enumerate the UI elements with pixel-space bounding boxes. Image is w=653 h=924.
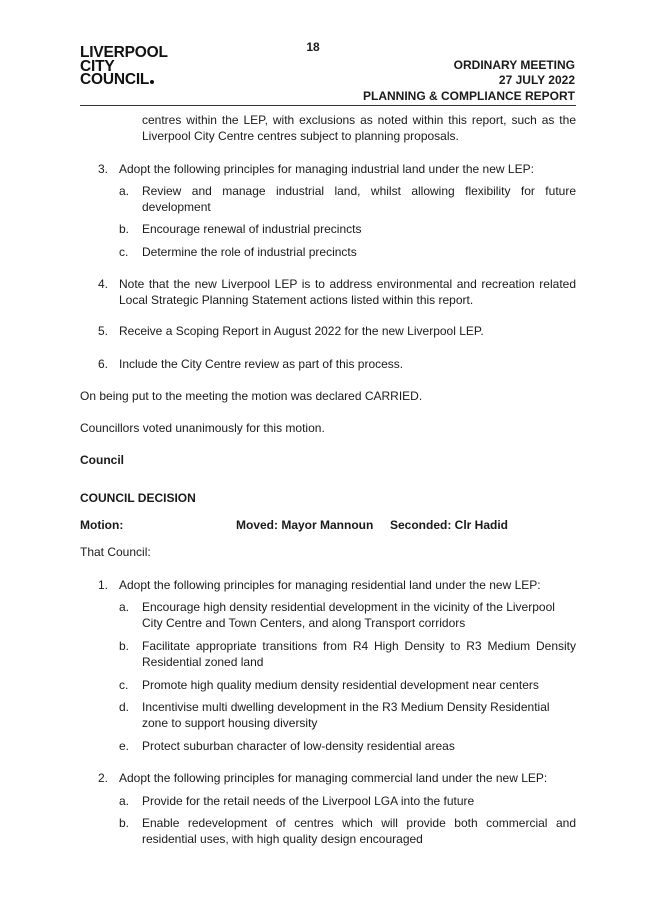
page-number: 18 [306,40,320,54]
logo-dot-icon [150,80,154,84]
sub-item-text: Provide for the retail needs of the Liverpool LGA into the future [142,794,475,808]
sub-item-text: Encourage high density residential development in the vicinity of the Liverpool City Centre and Town Centers, and along Transport corridors [142,600,555,630]
list-item-text: Include the City Centre review as part of this process. [119,357,404,371]
meeting-date: 27 JULY 2022 [498,73,575,87]
sub-item-text: Protect suburban character of low-density residential areas [142,739,455,753]
continued-paragraph: centres within the LEP, with exclusions as noted within this report, such as the Liverpool City Centre centres subject to planning proposals. [142,113,576,143]
sub-item-text: Enable redevelopment of centres which will provide both commercial and residential uses, with high quality design encouraged [142,816,576,846]
sub-item-letter: b. [119,816,130,830]
list-item-number: 5. [98,324,109,338]
list-item-text: Adopt the following principles for managing residential land under the new LEP: [119,578,541,592]
sub-item-letter: a. [119,600,130,614]
logo-line-2: CITY [80,57,115,75]
list-item-number: 6. [98,357,109,371]
motion-label: Motion: [80,518,124,532]
sub-item-letter: d. [119,700,130,714]
logo-line-1: LIVERPOOL [80,44,168,61]
sub-item-text: Encourage renewal of industrial precincts [142,222,362,236]
unanimous-statement: Councillors voted unanimously for this motion. [80,421,325,435]
list-item-number: 1. [98,578,109,592]
council-decision-heading: COUNCIL DECISION [80,491,196,505]
council-heading: Council [80,453,124,467]
sub-item-letter: b. [119,222,130,236]
list-item-text: Adopt the following principles for managing industrial land under the new LEP: [119,162,534,176]
council-logo [80,46,168,87]
list-item-number: 3. [98,162,109,176]
carried-statement: On being put to the meeting the motion was declared CARRIED. [80,389,423,403]
motion-moved: Moved: Mayor Mannoun [236,518,374,532]
sub-item-text: Determine the role of industrial precincts [142,245,357,259]
meeting-title: ORDINARY MEETING [453,58,575,72]
sub-item-text: Review and manage industrial land, whilst allowing flexibility for future development [142,184,576,214]
sub-item-text: Promote high quality medium density residential development near centers [142,678,539,692]
report-title: PLANNING & COMPLIANCE REPORT [362,89,575,103]
sub-item-letter: c. [119,678,129,692]
sub-item-text: Incentivise multi dwelling development in the R3 Medium Density Residential zone to support housing diversity [142,700,550,730]
list-item-text: Receive a Scoping Report in August 2022 for the new Liverpool LEP. [119,324,484,338]
list-item-number: 4. [98,277,109,291]
list-item-text: Adopt the following principles for managing commercial land under the new LEP: [119,771,548,785]
motion-seconded: Seconded: Clr Hadid [390,518,509,532]
sub-item-letter: e. [119,739,130,753]
that-council: That Council: [80,545,151,559]
header-divider [80,105,576,106]
logo-line-3: COUNCIL [80,73,168,87]
sub-item-letter: a. [119,184,130,198]
list-item-number: 2. [98,771,109,785]
list-item-text: Note that the new Liverpool LEP is to address environmental and recreation related Local Strategic Planning Statement actions listed within this report. [119,277,576,307]
sub-item-text: Facilitate appropriate transitions from R4 High Density to R3 Medium Density Residential zoned land [142,639,576,669]
sub-item-letter: a. [119,794,130,808]
sub-item-letter: c. [119,245,129,259]
sub-item-letter: b. [119,639,130,653]
